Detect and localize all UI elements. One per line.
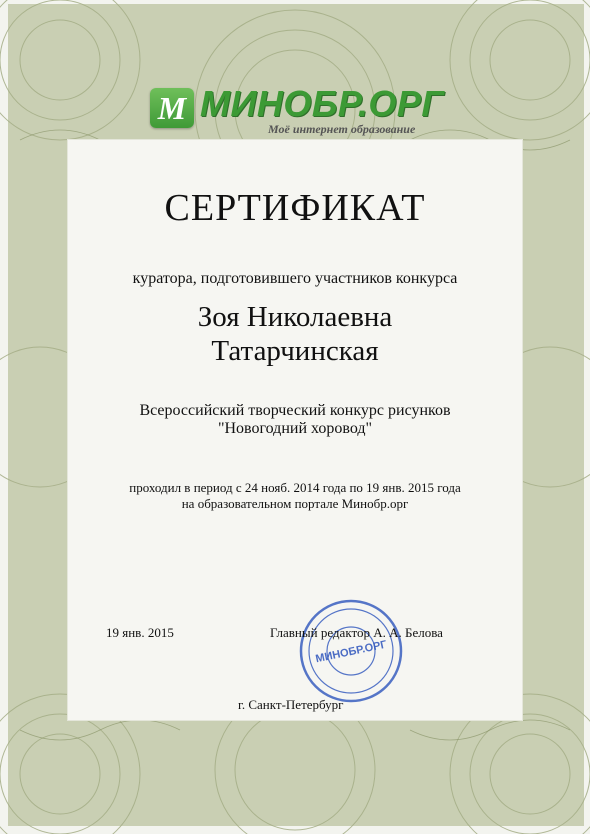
minobr-logo xyxy=(150,84,450,140)
certificate-title: СЕРТИФИКАТ xyxy=(164,187,426,229)
period-line1: проходил в период с 24 нояб. 2014 года по 19 янв. 2015 года xyxy=(129,480,461,495)
recipient-name-line2: Татарчинская xyxy=(211,335,379,367)
contest-line2: "Новогодний хоровод" xyxy=(217,420,373,437)
stamp-center-text: МИНОБР.ОРГ xyxy=(314,638,388,666)
official-stamp-icon xyxy=(298,598,404,704)
contest-line1: Всероссийский творческий конкурс рисунков xyxy=(139,402,451,419)
chief-editor-signature: Главный редактор А. А. Белова xyxy=(270,625,443,640)
contest-period xyxy=(68,480,522,512)
issue-date: 19 янв. 2015 xyxy=(106,625,174,640)
period-line2: на образовательном портале Минобр.орг xyxy=(181,496,409,511)
logo-badge-icon: M xyxy=(150,88,194,128)
logo-tagline: Моё интернет образование xyxy=(268,122,416,136)
logo-name: МИНОБР.ОРГ xyxy=(200,83,444,124)
issue-city: г. Санкт-Петербург xyxy=(238,697,344,712)
recipient-name xyxy=(68,300,522,368)
recipient-name-line1: Зоя Николаевна xyxy=(197,301,393,333)
contest-title xyxy=(68,402,522,438)
certificate-subtitle: куратора, подготовившего участников конкурса xyxy=(132,270,458,287)
